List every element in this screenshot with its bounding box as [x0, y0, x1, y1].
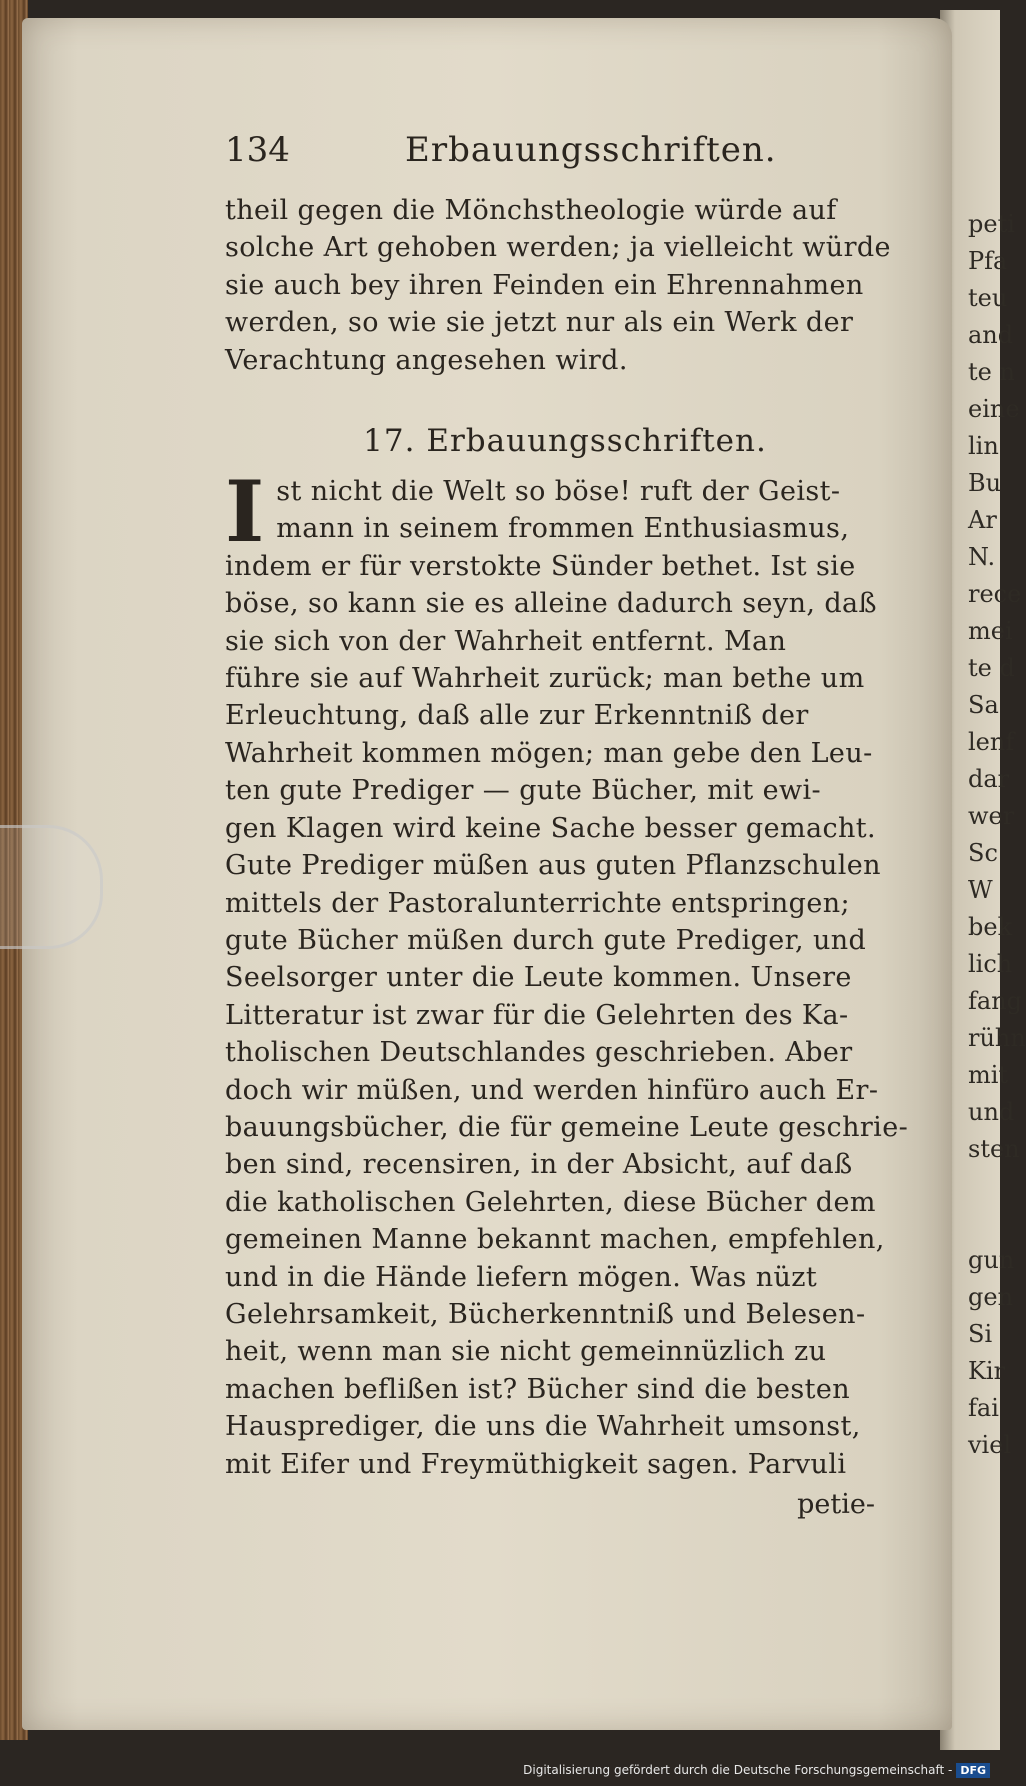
section-paragraph [225, 462, 909, 1483]
next-page-fragment: und [968, 1098, 1015, 1126]
page-header [225, 130, 905, 192]
text-line: theil gegen die Mönchstheologie würde auf [225, 195, 837, 226]
text-line: heit, wenn man sie nicht gemeinnüzlich zu [225, 1336, 827, 1368]
text-line: mit Eifer und Freymüthigkeit sagen. Parvuli [225, 1448, 847, 1480]
footer-credit [523, 1763, 990, 1778]
text-line: Litteratur ist zwar für die Gelehrten des Ka- [225, 999, 849, 1031]
next-page-fragment: teu [968, 284, 1008, 312]
text-line: Seelsorger unter die Leute kommen. Unsere [225, 962, 852, 994]
next-page-fragment: and [968, 321, 1014, 349]
next-page-fragment: lin [968, 432, 999, 460]
next-page-fragment: Bu [968, 469, 1002, 497]
next-page-fragment: wer [968, 802, 1015, 830]
next-page-fragment: N. [968, 543, 996, 571]
next-page-fragment: bek [968, 913, 1013, 941]
next-page-fragment: Sc [968, 839, 998, 867]
next-page-fragment: Ar [968, 506, 997, 534]
next-page-fragment: gen [968, 1283, 1014, 1311]
text-line: machen beflißen ist? Bücher sind die besten [225, 1373, 851, 1405]
text-line: böse, so kann sie es alleine dadurch seyn, daß [225, 588, 877, 620]
text-line: Wahrheit kommen mögen; man gebe den Leu- [225, 737, 873, 769]
page-clip [0, 825, 103, 949]
next-page-fragment: sten [968, 1135, 1020, 1163]
text-line: Gute Prediger müßen aus guten Pflanzschulen [225, 850, 881, 882]
text-line: solche Art gehoben werden; ja vielleicht würde [225, 232, 891, 264]
text-line: st nicht die Welt so böse! ruft der Geist- [276, 476, 841, 508]
next-page-fragment: Sa [968, 691, 999, 719]
text-line: Verachtung angesehen wird. [225, 344, 628, 376]
next-page-fragment: viel [968, 1431, 1012, 1459]
section-title: 17. Erbauungsschriften. [363, 423, 767, 460]
page-content [225, 130, 909, 1520]
next-page-fragment: dar [968, 765, 1010, 793]
next-page-fragment: gun [968, 1246, 1015, 1274]
carry-over-paragraph [225, 192, 905, 379]
next-page-fragment: Kir [968, 1357, 1006, 1385]
dfg-logo: DFG [956, 1763, 990, 1778]
next-page-fragment: peti [968, 210, 1015, 238]
page-number: 134 [225, 130, 290, 170]
text-line: mittels der Pastoralunterrichte entspringen; [225, 887, 851, 919]
next-page-fragment: te d [968, 654, 1015, 682]
next-page-fragment: Si [968, 1320, 993, 1348]
text-line: gen Klagen wird keine Sache besser gemacht. [225, 812, 877, 844]
text-line: gemeinen Manne bekannt machen, empfehlen, [225, 1224, 885, 1256]
footer-text: Digitalisierung gefördert durch die Deutsche Forschungsgemeinschaft - [523, 1763, 953, 1777]
text-line: mann in seinem frommen Enthusiasmus, [276, 513, 850, 545]
running-head: Erbauungsschriften. [405, 130, 777, 170]
text-line: doch wir müßen, und werden hinfüro auch Er- [225, 1074, 879, 1106]
text-line: werden, so wie sie jetzt nur als ein Werk der [225, 307, 854, 339]
text-line: indem er für verstokte Sünder bethet. Ist sie [225, 550, 856, 582]
next-page-fragment: W [968, 876, 993, 904]
next-page-fragment: Pfa [968, 247, 1008, 275]
text-line: führe sie auf Wahrheit zurück; man bethe um [225, 663, 865, 695]
next-page-fragment: lenf [968, 728, 1015, 756]
next-page-fragment: mit [968, 1061, 1009, 1089]
next-page-fragment: rühn [968, 1024, 1026, 1052]
text-line: bauungsbücher, die für gemeine Leute geschrie- [225, 1111, 909, 1143]
text-line: Hausprediger, die uns die Wahrheit umsonst, [225, 1411, 861, 1443]
text-line: die katholischen Gelehrten, diese Bücher dem [225, 1186, 876, 1218]
text-line: Gelehrsamkeit, Bücherkenntniß und Belesen- [225, 1298, 866, 1330]
text-line: sie auch bey ihren Feinden ein Ehrennahmen [225, 269, 864, 301]
next-page-fragment: eine [968, 395, 1020, 423]
next-page-fragment: rece [968, 580, 1022, 608]
text-line: ten gute Prediger — gute Bücher, mit ewi- [225, 775, 822, 807]
next-page-fragment: te n [968, 358, 1015, 386]
next-page-fragment: lich [968, 950, 1013, 978]
next-page-fragment: fai [968, 1394, 999, 1422]
text-line: Erleuchtung, daß alle zur Erkenntniß der [225, 700, 809, 732]
text-line: tholischen Deutschlandes geschrieben. Aber [225, 1037, 853, 1069]
drop-capital: I [225, 462, 265, 562]
next-page-fragment: fang [968, 987, 1023, 1015]
next-page-fragment: mei [968, 617, 1013, 645]
text-line: und in die Hände liefern mögen. Was nüzt [225, 1261, 818, 1293]
text-line: sie sich von der Wahrheit entfernt. Man [225, 625, 787, 657]
text-line: gute Bücher müßen durch gute Prediger, und [225, 924, 867, 956]
text-line: ben sind, recensiren, in der Absicht, auf daß [225, 1149, 853, 1181]
catchword: petie- [797, 1489, 875, 1520]
